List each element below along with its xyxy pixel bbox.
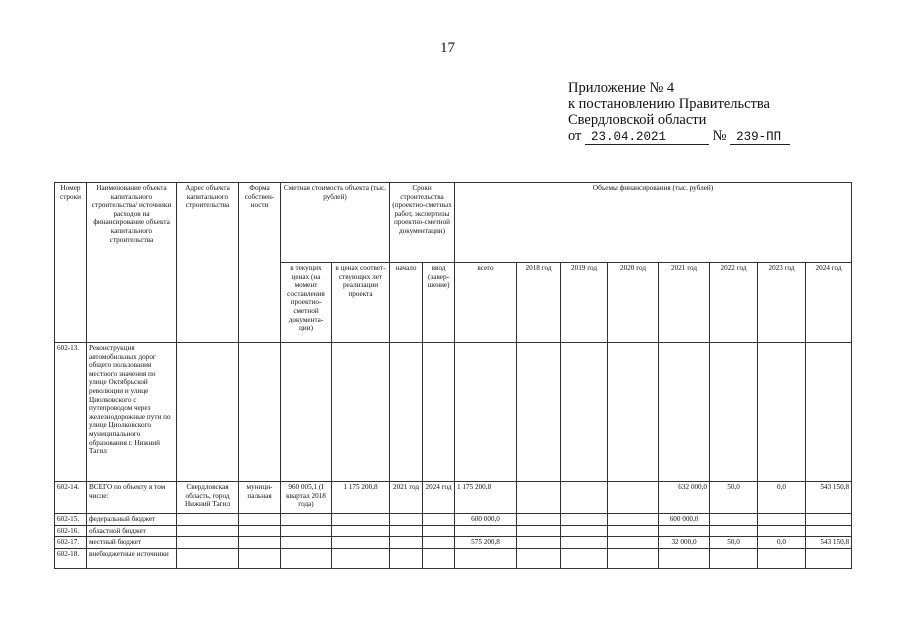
row-no-cell: 602-14. xyxy=(55,482,87,514)
row-2021-cell: 632 000,0 xyxy=(659,482,710,514)
header-cost-current: в текущих ценах (на момент составления проектно-сметной документа-ции) xyxy=(281,263,332,343)
header-2022: 2022 год xyxy=(710,263,758,343)
row-2020-cell xyxy=(608,548,659,568)
table-row xyxy=(55,548,852,568)
row-2021-cell: 600 000,0 xyxy=(659,514,710,526)
row-2019-cell xyxy=(561,525,608,537)
row-end-cell: 2024 год xyxy=(423,482,455,514)
row-end-cell xyxy=(423,514,455,526)
row-cost-years-cell xyxy=(332,537,390,549)
row-ownership-cell xyxy=(239,343,281,482)
row-total-cell xyxy=(455,343,517,482)
row-cost-years-cell xyxy=(332,548,390,568)
table-row xyxy=(55,537,852,549)
page-number: 17 xyxy=(440,40,455,56)
row-2022-cell xyxy=(710,525,758,537)
row-2020-cell xyxy=(608,514,659,526)
row-2024-cell: 543 150,8 xyxy=(806,482,852,514)
row-ownership-cell xyxy=(239,548,281,568)
row-name-cell: местный бюджет xyxy=(87,537,177,549)
row-name-cell: Реконструкция автомобильных дорог общего пользования местного значения по улице Октябрьской революции и улице Циолковского с путепроводом через железнодорожные пути по улице Циолковского муниципального образования г. Нижний Тагил xyxy=(87,343,177,482)
row-ownership-cell xyxy=(239,525,281,537)
row-ownership-cell xyxy=(239,514,281,526)
row-2019-cell xyxy=(561,482,608,514)
appendix-date-line xyxy=(568,128,790,145)
row-2022-cell xyxy=(710,343,758,482)
header-2019: 2019 год xyxy=(561,263,608,343)
row-name-cell: федеральный бюджет xyxy=(87,514,177,526)
row-total-cell xyxy=(455,548,517,568)
row-2018-cell xyxy=(517,514,561,526)
row-cost-current-cell: 960 005,1 (I квартал 2018 года) xyxy=(281,482,332,514)
row-2021-cell xyxy=(659,525,710,537)
row-address-cell xyxy=(177,343,239,482)
row-no-cell: 602-17. xyxy=(55,537,87,549)
row-start-cell xyxy=(390,343,423,482)
row-end-cell xyxy=(423,537,455,549)
row-2023-cell xyxy=(758,548,806,568)
row-end-cell xyxy=(423,548,455,568)
row-2019-cell xyxy=(561,537,608,549)
header-address: Адрес объекта капитального строительства xyxy=(177,183,239,343)
financing-table xyxy=(54,182,852,569)
row-2020-cell xyxy=(608,343,659,482)
row-end-cell xyxy=(423,343,455,482)
row-2019-cell xyxy=(561,548,608,568)
row-2020-cell xyxy=(608,525,659,537)
row-address-cell: Свердловская область, город Нижний Тагил xyxy=(177,482,239,514)
row-start-cell xyxy=(390,548,423,568)
row-2021-cell xyxy=(659,548,710,568)
row-cost-current-cell xyxy=(281,514,332,526)
row-start-cell xyxy=(390,514,423,526)
row-2022-cell xyxy=(710,514,758,526)
row-ownership-cell: муници-пальная xyxy=(239,482,281,514)
header-funding: Объемы финансирования (тыс. рублей) xyxy=(455,183,852,263)
header-row-no: Номер строки xyxy=(55,183,87,343)
row-name-cell: ВСЕГО по объекту в том числе: xyxy=(87,482,177,514)
row-2019-cell xyxy=(561,343,608,482)
row-2019-cell xyxy=(561,514,608,526)
header-name: Наименование объекта капитального строительства/ источники расходов на финансирование объекта капитального строительства xyxy=(87,183,177,343)
row-address-cell xyxy=(177,514,239,526)
row-cost-current-cell xyxy=(281,343,332,482)
row-2024-cell: 543 150,8 xyxy=(806,537,852,549)
row-2021-cell xyxy=(659,343,710,482)
row-2023-cell xyxy=(758,525,806,537)
row-name-cell: внебюджетные источники xyxy=(87,548,177,568)
row-2020-cell xyxy=(608,537,659,549)
row-cost-years-cell xyxy=(332,343,390,482)
row-2024-cell xyxy=(806,525,852,537)
row-address-cell xyxy=(177,548,239,568)
row-2022-cell: 50,0 xyxy=(710,537,758,549)
row-no-cell: 602-16. xyxy=(55,525,87,537)
row-2024-cell xyxy=(806,514,852,526)
resolution-number: 239-ПП xyxy=(730,130,790,145)
row-cost-years-cell xyxy=(332,514,390,526)
row-no-cell: 602-13. xyxy=(55,343,87,482)
header-2023: 2023 год xyxy=(758,263,806,343)
row-2023-cell: 0,0 xyxy=(758,537,806,549)
header-2021: 2021 год xyxy=(659,263,710,343)
row-cost-current-cell xyxy=(281,537,332,549)
row-name-cell: областной бюджет xyxy=(87,525,177,537)
table-row xyxy=(55,343,852,482)
row-total-cell xyxy=(455,525,517,537)
row-start-cell xyxy=(390,525,423,537)
header-2020: 2020 год xyxy=(608,263,659,343)
row-2022-cell: 50,0 xyxy=(710,482,758,514)
row-cost-years-cell: 1 175 200,8 xyxy=(332,482,390,514)
row-ownership-cell xyxy=(239,537,281,549)
row-2018-cell xyxy=(517,548,561,568)
row-no-cell: 602-15. xyxy=(55,514,87,526)
row-2021-cell: 32 000,0 xyxy=(659,537,710,549)
row-address-cell xyxy=(177,525,239,537)
row-2018-cell xyxy=(517,525,561,537)
row-2024-cell xyxy=(806,548,852,568)
row-cost-current-cell xyxy=(281,548,332,568)
header-2018: 2018 год xyxy=(517,263,561,343)
row-total-cell: 600 000,0 xyxy=(455,514,517,526)
header-start: начало xyxy=(390,263,423,343)
row-2023-cell xyxy=(758,514,806,526)
header-cost-years: в ценах соответ-ствующих лет реализации проекта xyxy=(332,263,390,343)
appendix-region: Свердловской области xyxy=(568,112,707,128)
appendix-title: Приложение № 4 xyxy=(568,80,675,96)
row-2024-cell xyxy=(806,343,852,482)
header-end: ввод (завер-шение) xyxy=(423,263,455,343)
number-prefix: № xyxy=(712,128,727,144)
row-2023-cell: 0,0 xyxy=(758,482,806,514)
row-end-cell xyxy=(423,525,455,537)
appendix-resolution: к постановлению Правительства xyxy=(568,96,770,112)
appendix-header xyxy=(568,80,790,145)
table-row xyxy=(55,482,852,514)
header-cost: Сметная стоимость объекта (тыс. рублей) xyxy=(281,183,390,263)
row-2023-cell xyxy=(758,343,806,482)
row-address-cell xyxy=(177,537,239,549)
resolution-date: 23.04.2021 xyxy=(585,130,709,145)
table-row xyxy=(55,514,852,526)
table-row xyxy=(55,525,852,537)
header-ownership: Форма собствен-ности xyxy=(239,183,281,343)
row-total-cell: 1 175 200,8 xyxy=(455,482,517,514)
row-2018-cell xyxy=(517,537,561,549)
row-cost-current-cell xyxy=(281,525,332,537)
header-terms: Сроки строительства (проектно-сметных работ, экспертизы проектно-сметной документации) xyxy=(390,183,455,263)
date-prefix: от xyxy=(568,128,582,144)
row-start-cell xyxy=(390,537,423,549)
row-2018-cell xyxy=(517,343,561,482)
row-2018-cell xyxy=(517,482,561,514)
row-total-cell: 575 200,8 xyxy=(455,537,517,549)
row-cost-years-cell xyxy=(332,525,390,537)
row-2022-cell xyxy=(710,548,758,568)
row-2020-cell xyxy=(608,482,659,514)
row-no-cell: 602-18. xyxy=(55,548,87,568)
header-2024: 2024 год xyxy=(806,263,852,343)
header-row-1 xyxy=(55,183,852,263)
header-total: всего xyxy=(455,263,517,343)
row-start-cell: 2021 год xyxy=(390,482,423,514)
